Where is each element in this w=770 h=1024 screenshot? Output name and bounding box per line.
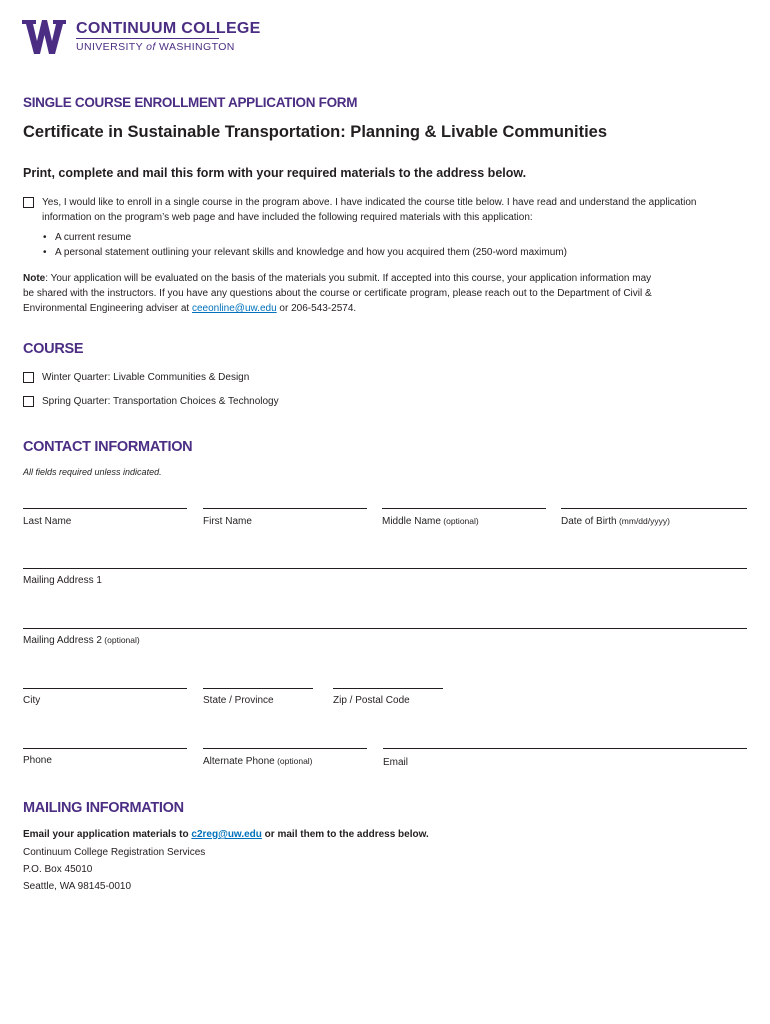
note-text: Note: Your application will be evaluated on the basis of the materials you submit. If accepted into this course, your application information may be shared with the instructors. If you have any questions about the course or certificate program, please reach out to the Department of Civil & Environmental Engineering adviser at ceeonline@uw.edu or 206-543-2574. (23, 273, 652, 314)
first-name-field[interactable] (203, 508, 367, 509)
address2-label: Mailing Address 2 (optional) (23, 635, 140, 646)
note-label: Note (23, 273, 46, 284)
course-heading: COURSE (23, 341, 84, 357)
winter-course-label: Winter Quarter: Livable Communities & Design (42, 372, 250, 383)
materials-list (23, 230, 723, 260)
uw-w-logo (22, 20, 66, 54)
first-name-label: First Name (203, 516, 252, 527)
list-item: • A personal statement outlining your relevant skills and knowledge and how you acquired them (250-word maximum) (23, 245, 723, 260)
form-kicker: SINGLE COURSE ENROLLMENT APPLICATION FORM (23, 95, 358, 110)
logo-university-name: UNIVERSITY of WASHINGTON (76, 41, 235, 53)
spring-course-label: Spring Quarter: Transportation Choices & Technology (42, 396, 279, 407)
adviser-email-link[interactable]: ceeonline@uw.edu (191, 303, 277, 314)
email-label: Email (383, 757, 409, 768)
city-label: City (23, 695, 41, 706)
middle-name-label: Middle Name (optional) (382, 516, 479, 527)
page-title: Certificate in Sustainable Transportation: Planning & Livable Communities (23, 123, 608, 141)
phone-label: Phone (23, 755, 52, 766)
logo-divider (76, 38, 219, 39)
phone-field[interactable] (23, 748, 187, 749)
dob-label: Date of Birth (mm/dd/yyyy) (561, 516, 670, 527)
address1-label: Mailing Address 1 (23, 575, 102, 586)
list-item: • A current resume (23, 230, 723, 245)
zip-field[interactable] (333, 688, 443, 689)
agree-checkbox[interactable] (23, 197, 34, 208)
state-field[interactable] (203, 688, 313, 689)
mailing-address: Continuum College Registration Services P.O. Box 45010 Seattle, WA 98145-0010 (23, 847, 206, 892)
alt-phone-label: Alternate Phone (optional) (203, 756, 313, 767)
middle-name-field[interactable] (382, 508, 546, 509)
last-name-label: Last Name (23, 516, 72, 527)
registration-email-link[interactable]: c2reg@uw.edu (191, 829, 262, 840)
address2-field[interactable] (23, 628, 747, 629)
state-label: State / Province (203, 695, 274, 706)
dob-field[interactable] (561, 508, 747, 509)
winter-course-checkbox[interactable] (23, 372, 34, 383)
mailing-instruction: Email your application materials to c2reg@uw.edu or mail them to the address below. (23, 829, 429, 840)
zip-label: Zip / Postal Code (333, 695, 410, 706)
email-field[interactable] (383, 748, 747, 749)
last-name-field[interactable] (23, 508, 187, 509)
alt-phone-field[interactable] (203, 748, 367, 749)
spring-course-checkbox[interactable] (23, 396, 34, 407)
agree-text: Yes, I would like to enroll in a single course in the program above. I have indicated the course title below. I have read and understand the application information on the program’s web page and have included the following required materials with this application: (42, 197, 697, 223)
city-field[interactable] (23, 688, 187, 689)
form-instruction: Print, complete and mail this form with your required materials to the address below. (23, 166, 527, 180)
mailing-heading: MAILING INFORMATION (23, 800, 184, 816)
contact-heading: CONTACT INFORMATION (23, 439, 193, 455)
required-note: All fields required unless indicated. (23, 467, 162, 477)
address1-field[interactable] (23, 568, 747, 569)
logo-college-name: CONTINUUM COLLEGE (76, 20, 261, 37)
